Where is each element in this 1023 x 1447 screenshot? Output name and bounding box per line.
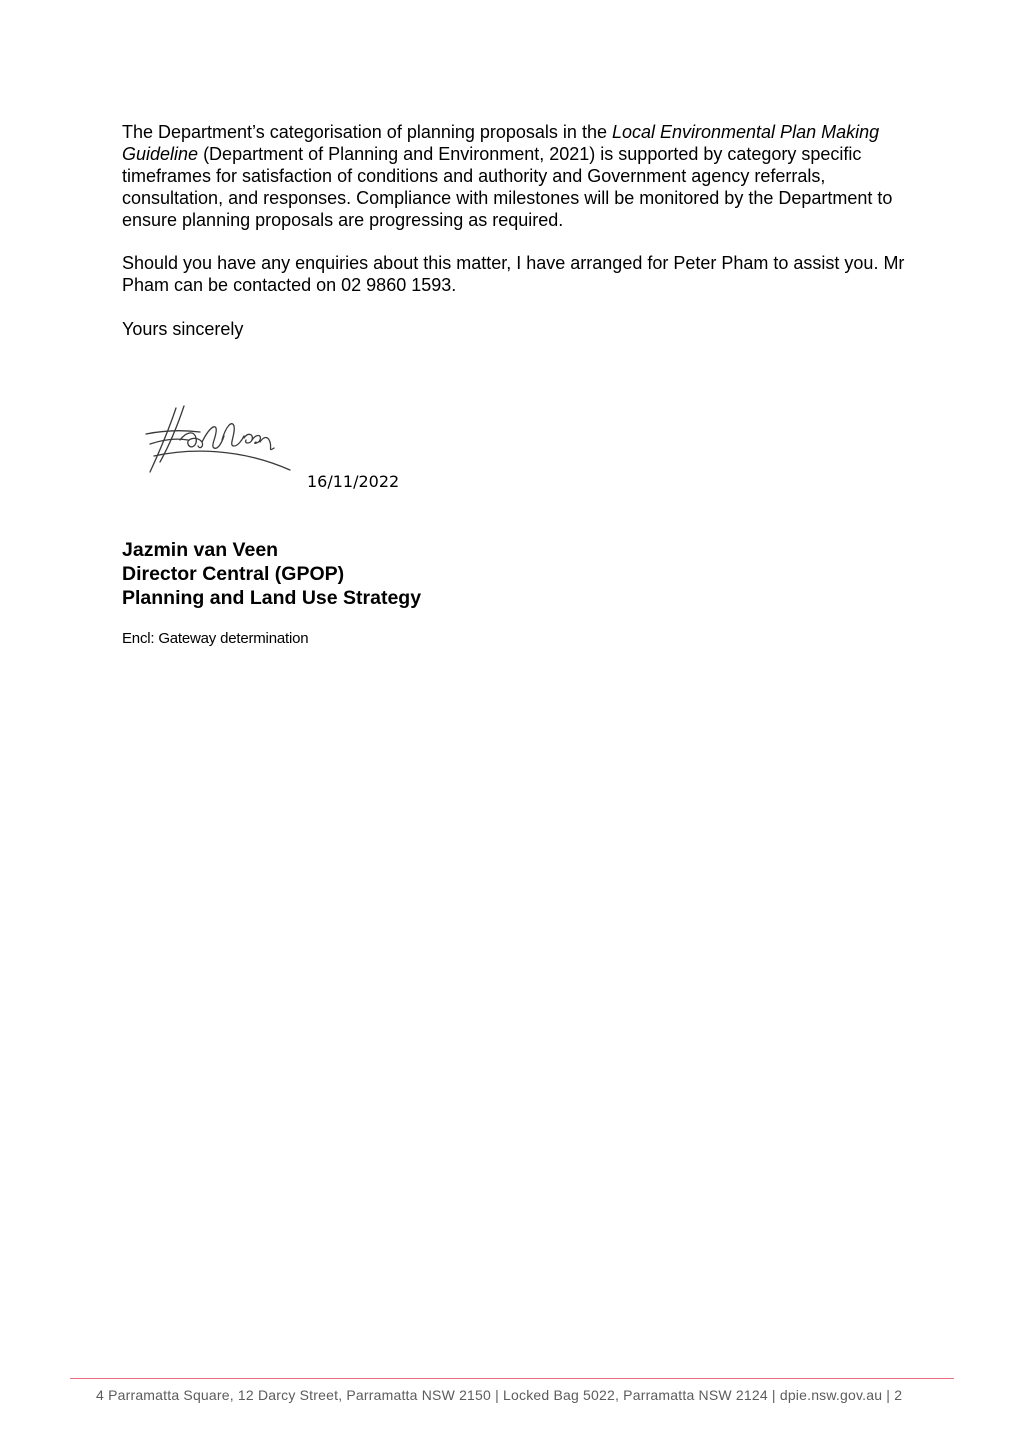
guideline-title: Local Environmental Plan Making Guideline (122, 122, 880, 164)
closing-salutation: Yours sincerely (122, 319, 244, 339)
handwritten-signature (140, 400, 300, 482)
paragraph-enquiries: Should you have any enquiries about this matter, I have arranged for Peter Pham to assist you. Mr Pham can be contacted on 02 9860 1593. (122, 253, 905, 295)
paragraph-timeframes-lead: The Department’s categorisation of planning proposals in the (122, 122, 612, 142)
footer-divider (70, 1378, 954, 1379)
enclosure-note: Encl: Gateway determination (122, 630, 309, 647)
signature-date: 16/11/2022 (307, 472, 400, 491)
signatory-title: Director Central (GPOP) (122, 563, 345, 585)
signatory-block (122, 538, 421, 610)
footer-address: 4 Parramatta Square, 12 Darcy Street, Parramatta NSW 2150 | Locked Bag 5022, Parramatta NSW 2124 | dpie.nsw.gov.au | 2 (96, 1387, 903, 1403)
signatory-name: Jazmin van Veen (122, 539, 279, 561)
signatory-unit: Planning and Land Use Strategy (122, 587, 422, 609)
paragraph-timeframes (122, 121, 912, 231)
paragraph-timeframes-rest: (Department of Planning and Environment, 2021) is supported by category specific timeframes for satisfaction of conditions and authority and Government agency referrals, consultation, and responses. Compliance with milestones will be monitored by the Department to ensure planning proposals are progressing as required. (122, 144, 893, 230)
